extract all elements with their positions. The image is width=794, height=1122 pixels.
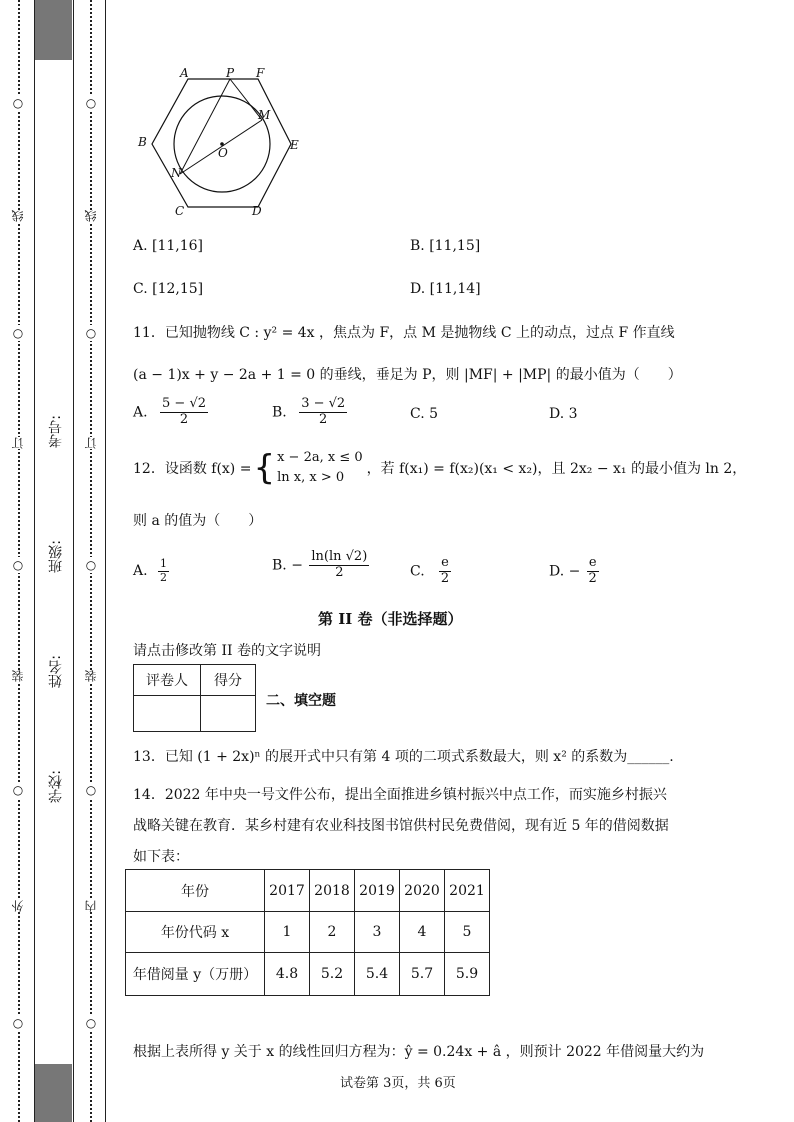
- q12-line2: 则 a 的值为（ ）: [133, 513, 263, 529]
- inner-binding-mark: 线: [84, 210, 98, 222]
- label-O: O: [218, 146, 228, 160]
- q12-c-den: 2: [440, 570, 450, 586]
- q11-a-den: 2: [179, 411, 189, 427]
- q12-suffix: ，若 f(x₁) = f(x₂)(x₁ < x₂)，且 2x₂ − x₁ 的最小值为 ln 2，: [366, 460, 747, 477]
- q11-a-num: 5 − √2: [162, 396, 206, 411]
- label-D: D: [252, 204, 262, 218]
- q11-b-num: 3 − √2: [301, 396, 346, 411]
- student-field-label: 班级:: [48, 540, 64, 573]
- q14-line2: 战略关键在教育．某乡村建有农业科技图书馆供村民免费借阅，现有近 5 年的借阅数据: [133, 818, 669, 834]
- table-cell: 3: [355, 912, 400, 953]
- outer-binding-mark: ○: [10, 1015, 26, 1031]
- score-label: 得分: [201, 665, 256, 696]
- q12-d-den: 2: [588, 570, 597, 586]
- outer-binding-mark: 装: [11, 670, 25, 682]
- q12-d-num: e: [588, 555, 597, 570]
- q11-b-label: B.: [272, 404, 287, 421]
- q10-option-c: C. [12,15]: [133, 281, 204, 297]
- table-cell: 5.7: [400, 953, 445, 996]
- table-cell: 2: [310, 912, 355, 953]
- q11-line1: 11．已知抛物线 C : y² = 4x ，焦点为 F，点 M 是抛物线 C 上的动点，过点 F 作直线: [133, 325, 675, 341]
- page-footer: 试卷第 3页，共 6页: [340, 1076, 456, 1091]
- score-cell[interactable]: [201, 696, 256, 732]
- q12-option-d: [549, 556, 599, 587]
- q12-a-label: A.: [133, 563, 148, 580]
- grader-cell[interactable]: [134, 696, 201, 732]
- label-N: N: [171, 166, 182, 180]
- q12-prefix: 12．设函数 f(x) =: [133, 460, 252, 477]
- table-cell: 5.4: [355, 953, 400, 996]
- outer-binding-mark: ○: [10, 557, 26, 573]
- inner-binding-mark: ○: [83, 557, 99, 573]
- q10-option-b: B. [11,15]: [410, 238, 481, 254]
- q11-option-b: [272, 397, 347, 428]
- table-header-year: 年份: [126, 870, 265, 912]
- inner-binding-mark: ○: [83, 782, 99, 798]
- section2-heading: 二、填空题: [266, 693, 336, 709]
- q12-c-num: e: [441, 555, 449, 570]
- table-header-code: 年份代码 x: [126, 912, 265, 953]
- q13-text: 13．已知 (1 + 2x)ⁿ 的展开式中只有第 4 项的二项式系数最大，则 x² 的系数为______.: [133, 749, 674, 765]
- q12-case1: x − 2a, x ≤ 0: [277, 450, 363, 465]
- inner-binding-mark: 订: [84, 437, 98, 449]
- section2-note: 请点击修改第 II 卷的文字说明: [133, 643, 321, 659]
- q12-line1: [133, 448, 746, 487]
- q12-b-num: ln(ln √2): [311, 549, 368, 564]
- outer-binding-mark: 线: [11, 210, 25, 222]
- table-cell: 4: [400, 912, 445, 953]
- outer-binding-mark: ○: [10, 325, 26, 341]
- inner-binding-mark: ○: [83, 95, 99, 111]
- outer-binding-mark: 订: [11, 437, 25, 449]
- q10-option-a: A. [11,16]: [133, 238, 204, 254]
- q12-option-c: [410, 556, 451, 587]
- student-field-label: 学校:: [48, 770, 64, 803]
- outer-binding-mark: 外: [11, 900, 25, 912]
- inner-binding-mark: ○: [83, 325, 99, 341]
- q14-line1: 14．2022 年中央一号文件公布，提出全面推进乡镇村振兴中点工作，而实施乡村振兴: [133, 787, 667, 803]
- table-header-volume: 年借阅量 y（万册）: [126, 953, 265, 996]
- q12-d-label: D. −: [549, 563, 581, 580]
- inner-binding-mark: ○: [83, 1015, 99, 1031]
- table-cell: 2021: [445, 870, 490, 912]
- outer-binding-mark: ○: [10, 782, 26, 798]
- binding-strip-top-shade: [35, 0, 72, 60]
- q12-case2: ln x, x > 0: [277, 469, 345, 485]
- grader-table: [133, 664, 256, 732]
- table-cell: 2017: [265, 870, 310, 912]
- table-cell: 2019: [355, 870, 400, 912]
- table-cell: 5: [445, 912, 490, 953]
- table-cell: 2020: [400, 870, 445, 912]
- q11-b-den: 2: [319, 411, 328, 427]
- q12-a-num: 1: [160, 557, 168, 570]
- q14-line3: 如下表：: [133, 849, 189, 865]
- table-cell: 4.8: [265, 953, 310, 996]
- binding-rule: [105, 0, 106, 1122]
- q14-line4: 根据上表所得 y 关于 x 的线性回归方程为：ŷ = 0.24x + â ，则预计 2022 年借阅量大约为: [133, 1044, 705, 1060]
- q11-option-d: D. 3: [549, 406, 578, 422]
- table-cell: 5.2: [310, 953, 355, 996]
- q12-c-label: C.: [410, 563, 425, 580]
- table-cell: 2018: [310, 870, 355, 912]
- label-B: B: [138, 135, 147, 149]
- q12-b-label: B. −: [272, 557, 303, 574]
- q11-option-c: C. 5: [410, 406, 439, 422]
- q11-a-label: A.: [133, 404, 148, 421]
- grader-label: 评卷人: [134, 665, 201, 696]
- table-cell: 5.9: [445, 953, 490, 996]
- label-M: M: [258, 108, 271, 122]
- student-field-label: 考号:: [48, 415, 64, 448]
- label-F: F: [256, 66, 265, 80]
- inner-binding-mark: 内: [84, 900, 98, 912]
- section2-title: 第 II 卷（非选择题）: [318, 610, 463, 628]
- label-E: E: [290, 138, 299, 152]
- outer-binding-mark: ○: [10, 95, 26, 111]
- borrow-data-table: [125, 869, 490, 996]
- label-C: C: [175, 204, 185, 218]
- student-field-label: 姓名:: [48, 655, 64, 688]
- q12-b-den: 2: [335, 564, 344, 580]
- hexagon-circle-figure: [130, 64, 320, 224]
- q12-brace: {: [253, 447, 276, 488]
- inner-binding-mark: 装: [84, 670, 98, 682]
- q12-option-b: [272, 550, 369, 581]
- table-cell: 1: [265, 912, 310, 953]
- binding-strip-bottom-shade: [35, 1064, 72, 1122]
- label-P: P: [226, 66, 235, 80]
- label-A: A: [180, 66, 189, 80]
- q11-line2: (a − 1)x + y − 2a + 1 = 0 的垂线，垂足为 P，则 |MF| + |MP| 的最小值为（ ）: [133, 367, 682, 383]
- q10-option-d: D. [11,14]: [410, 281, 481, 297]
- q12-a-den: 2: [160, 570, 168, 584]
- q11-option-a: [133, 397, 208, 428]
- q12-option-a: [133, 558, 169, 584]
